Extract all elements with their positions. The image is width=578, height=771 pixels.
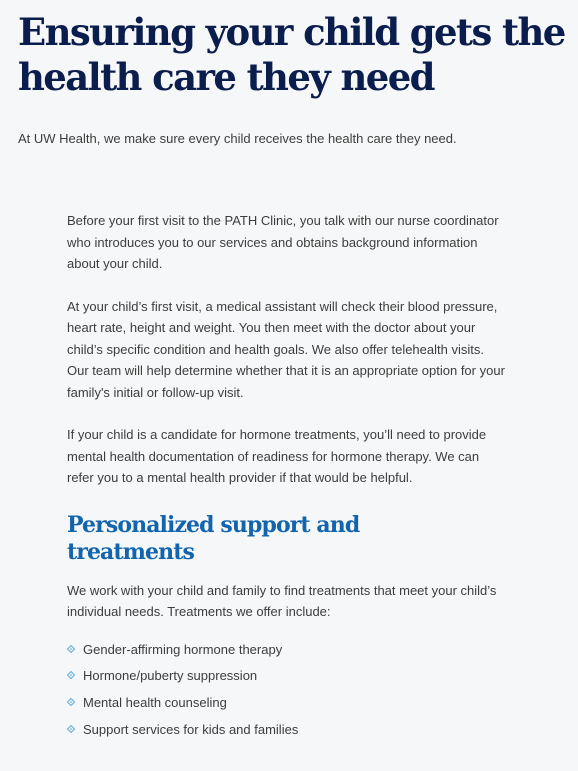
list-item	[67, 717, 507, 744]
main-content	[67, 210, 507, 743]
section-intro: We work with your child and family to find treatments that meet your child’s individual needs. Treatments we offer include:	[67, 582, 497, 619]
paragraph-hormone-treatment: If your child is a candidate for hormone treatments, you’ll need to provide mental health documentation of readiness for hormone therapy. We can refer you to a mental health provider if that would be helpful.	[67, 427, 487, 485]
diamond-bullet-icon	[67, 725, 75, 733]
diamond-bullet-icon	[67, 671, 75, 679]
section-heading: Personalized support and treatments	[67, 511, 360, 565]
list-item-label: Gender-affirming hormone therapy	[83, 641, 283, 657]
list-item	[67, 690, 507, 717]
list-item-label: Hormone/puberty suppression	[83, 668, 258, 684]
intro-text: At UW Health, we make sure every child receives the health care they need.	[18, 131, 457, 146]
page-title: Ensuring your child gets the health care they need	[18, 10, 565, 99]
diamond-bullet-icon	[67, 698, 75, 706]
treatment-list	[67, 637, 507, 744]
paragraph-first-visit: At your child’s first visit, a medical assistant will check their blood pressure, heart rate, height and weight. You then meet with the doctor about your child’s specific condition and health goals. We also offer telehealth visits. Our team will help determine whether that it is an appropriate option for your family's initial or follow-up visit.	[67, 298, 505, 400]
diamond-bullet-icon	[67, 645, 75, 653]
paragraph-first-visit-prep: Before your first visit to the PATH Clinic, you talk with our nurse coordinator who introduces you to our services and obtains background information about your child.	[67, 213, 499, 271]
list-item-label: Support services for kids and families	[83, 721, 299, 737]
list-item	[67, 637, 507, 664]
list-item	[67, 663, 507, 690]
list-item-label: Mental health counseling	[83, 694, 227, 710]
